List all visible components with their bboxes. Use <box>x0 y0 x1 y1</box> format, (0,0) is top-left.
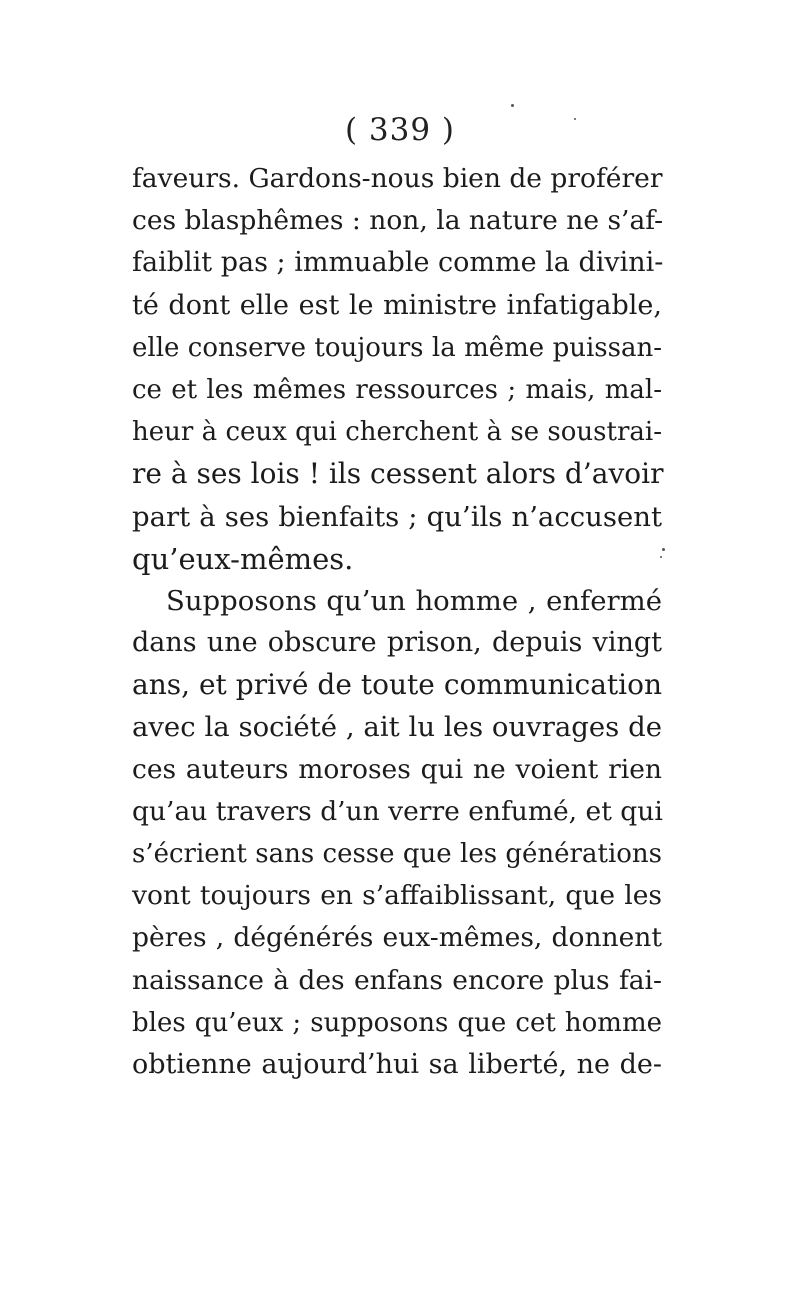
page-number: ( 339 ) <box>344 112 456 148</box>
ink-speck <box>574 118 576 120</box>
text-line: vont toujours en s’affaiblissant, que les <box>132 880 662 912</box>
text-line: qu’au travers d’un verre enfumé, et qui <box>132 795 663 827</box>
text-line: dans une obscure prison, depuis vingt <box>132 627 662 659</box>
text-line: ce et les mêmes ressources ; mais, mal- <box>132 374 662 405</box>
text-line: qu’eux-mêmes. <box>132 541 354 576</box>
ink-speck <box>511 104 514 107</box>
text-line: s’écrient sans cesse que les générations <box>132 839 662 869</box>
text-line: faiblit pas ; immuable comme la divini- <box>132 247 664 279</box>
ink-speck <box>660 556 662 558</box>
text-line: part à ses bienfaits ; qu’ils n’accusent <box>132 500 662 533</box>
text-line: faveurs. Gardons-nous bien de proférer <box>132 163 663 194</box>
text-line: re à ses lois ! ils cessent alors d’avoir <box>132 457 664 491</box>
text-line: bles qu’eux ; supposons que cet homme <box>132 1007 662 1038</box>
ink-speck <box>662 548 665 551</box>
text-line: avec la société , ait lu les ouvrages de <box>132 711 662 744</box>
text-line: obtienne aujourd’hui sa liberté, ne de- <box>132 1048 662 1080</box>
text-line: Supposons qu’un homme , enfermé <box>166 584 662 617</box>
text-line: ces blasphêmes : non, la nature ne s’af- <box>132 205 664 237</box>
text-line: ans, et privé de toute communication <box>132 668 662 702</box>
text-line: heur à ceux qui cherchent à se soustrai- <box>132 417 662 448</box>
text-line: pères , dégénérés eux-mêmes, donnent <box>132 922 662 954</box>
text-line: té dont elle est le ministre infatigable, <box>132 289 662 321</box>
text-line: ces auteurs moroses qui ne voient rien <box>132 753 662 785</box>
text-line: naissance à des enfans encore plus fai- <box>132 964 662 996</box>
text-line: elle conserve toujours la même puissan- <box>132 332 662 363</box>
body-text <box>132 158 662 1086</box>
